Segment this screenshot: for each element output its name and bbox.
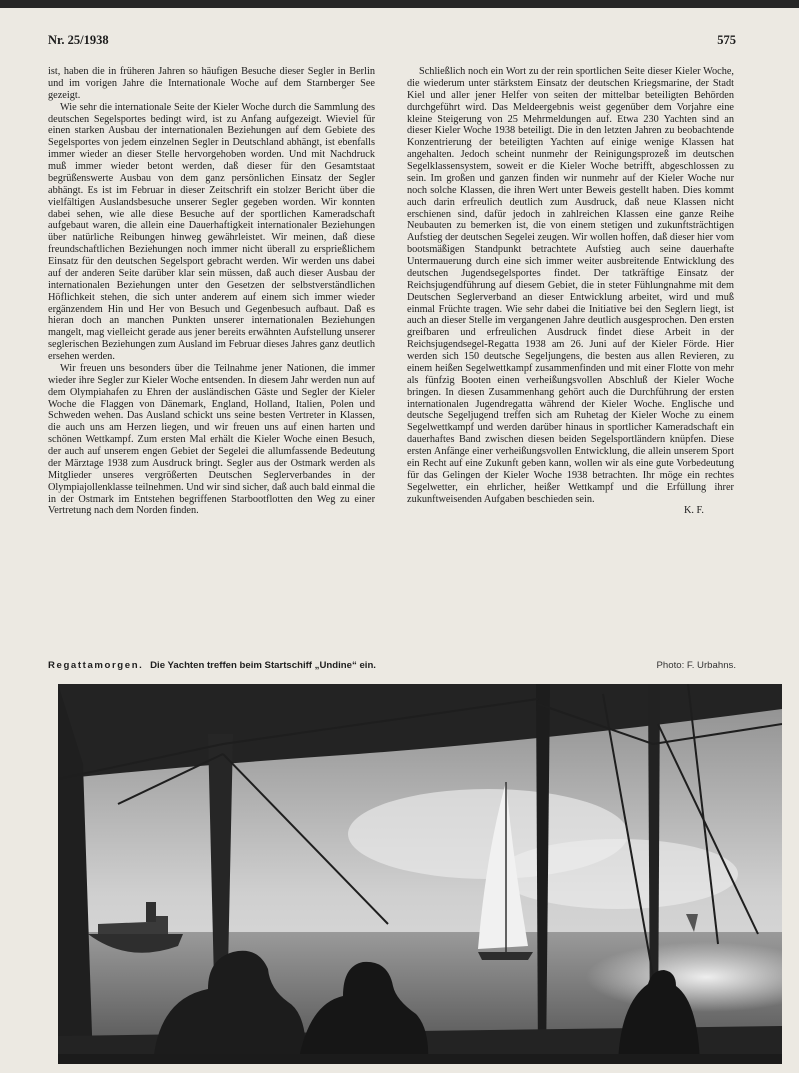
photo-credit: Photo: F. Urbahns. xyxy=(656,660,736,671)
caption-text: Die Yachten treffen beim Startschiff „Undine“ ein. xyxy=(150,660,376,671)
caption-lead: Regattamorgen. xyxy=(48,660,144,671)
paragraph: Schließlich noch ein Wort zu der rein sportlichen Seite dieser Kieler Woche, die wiederum unter stärkstem Einsatz der deutschen Kriegsmarine, der Stadt Kiel und aller jener Helfer von seiten der mittelbar beteiligten Behörden durchgeführt wird. Das Meldeergebnis weist gegenüber dem Vorjahre eine kleine Steigerung von 25 Mehrmeldungen auf. Etwa 230 Yachten sind an dieser Kieler Woche 1938 beteiligt. Die in den letzten Jahren zu beobachtende Konzentrierung der beteiligten Yachten auf einige wenige Klassen hat angehalten. Jedoch scheint nunmehr der Reinigungsprozeß im deutschen Segelklassensystem, soweit er die Kieler Woche betrifft, abgeschlossen zu sein. Im großen und ganzen finden wir nunmehr auf der Kieler Woche nur noch solche Klassen, die ihren Wert unter Beweis gestellt haben. Dies kommt auch darin erfreulich deutlich zum Ausdruck, daß neue Klassen nicht erschienen sind, dafür jedoch in zahlreichen Klassen eine ganze Reihe Neubauten zu bemerken ist, die von einem stetigen und zukunftsträchtigen Aufstieg der deutschen Segelei zeugen. Wir wollen hoffen, daß dieser hier vom bootsmäßigen Standpunkt betrachtete Aufstieg auch seine dauerhafte Untermauerung durch eine sich immer weiter ausbreitende Entwicklung des deutschen Jugendsegelsportes findet. Der tatkräftige Einsatz der Reichsjugendführung auf diesem Gebiet, die in steter Fühlungnahme mit dem Deutschen Seglerverband an dieser Entwicklung arbeitet, wird und muß einmal Früchte tragen. Wie sehr dabei die Initiative bei den Seglern liegt, ist auch an dieser Stelle im vergangenen Jahre deutlich ausgesprochen. Den ersten greifbaren und erfreulichen Ausdruck findet diese Arbeit in der Reichsjugendsegel-Regatta 1938 am 26. Juni auf der Kieler Förde. Hier werden sich 150 deutsche Segeljungens, die besten aus allen Revieren, zu einem heißen Segelwettkampf zusammenfinden und mit einer Flotte von mehr als fünfzig Booten einen verheißungsvollen Abschluß der Kieler Woche bringen. In diesen Zusammenhang gehört auch die Durchführung der ersten internationalen Jugendregatta während der Kieler Woche. Englische und deutsche Segeljugend treffen sich am Ruhetag der Kieler Woche zu einem Segelwettkampf und werden darüber hinaus in sportlicher Kameradschaft ein dauerhaftes Band zwischen diesen beiden Segelsportländern knüpfen. Diese ersten Anfänge einer verheißungsvollen Entwicklung, die allein unserem Sport ein Recht auf eine Zukunft geben kann, wollen wir als eine gute Vorbedeutung für das Gelingen der Kieler Woche 1938 betrachten. Ihr möge ein rechtes Segelwetter, ein ehrlicher, heißer Wettkampf und die Erfüllung ihrer zukunftweisenden Aufgaben beschieden sein. xyxy=(407,66,734,505)
page-header xyxy=(48,33,736,51)
paragraph: ist, haben die in früheren Jahren so häufigen Besuche dieser Segler in Berlin und im vorigen Jahre die Internationale Woche auf dem Starnberger See gezeigt. xyxy=(48,66,375,101)
left-text-column xyxy=(48,66,375,517)
regatta-photo xyxy=(58,684,782,1064)
regatta-photo-illustration xyxy=(58,684,782,1064)
right-text-column xyxy=(407,66,734,517)
paragraph: Wie sehr die internationale Seite der Kieler Woche durch die Sammlung des deutschen Segelsportes bedingt wird, ist zu Anfang aufgezeigt. Wieviel für einen starken Ausbau der internationalen Beziehungen auf dem Gebiete des Segelsportes von jedem einzelnen Segler in Deutschland abhängt, ist ebenfalls immer wieder an dieser Stelle hervorgehoben worden. Und mit Nachdruck muß immer wieder betont werden, daß dieser für den Gesamtstaat begrüßenswerte Ausbau von dem ganz persönlichen Einsatz der Segler abhängt. Es ist im Februar in dieser Zeitschrift ein stolzer Bericht über die vielfältigen Auslandsbesuche unserer Segler gegeben worden. Wir konnten dabei sehen, wie alle diese Besuche auf der sportlichen Kameradschaft aufgebaut waren, die allein eine Dauerhaftigkeit internationaler Beziehungen über natürliche Reibungen hinweg gewährleistet. Wir meinen, daß diese freundschaftlichen Beziehungen noch immer nicht überall zu ersprießlichem Einsatz für den deutschen Segelsport gebracht werden. Wir werden uns dabei auf der anderen Seite darüber klar sein müssen, daß auch dieser Ausbau der internationalen Beziehungen unter den Gesetzen der selbstverständlichen Höflichkeit stehen, die sich unter anderem auf einem sich immer wieder ergänzendem Hin und Her von Besuch und Gegenbesuch aufbaut. Daß es hieran doch an manchen Punkten unserer internationalen Beziehungen mangelt, mag vielleicht gerade aus jener bereits erwähnten Aufstellung unserer seglerischen Beziehungen zum Ausland im Februar dieses Jahres ganz deutlich ersehen werden. xyxy=(48,101,375,362)
paragraph: Wir freuen uns besonders über die Teilnahme jener Nationen, die immer wieder ihre Segler zur Kieler Woche entsenden. In diesem Jahr werden nun auf dem Olympiahafen zu Ehren der ausländischen Gäste und Segler der Kieler Woche die Flaggen von Dänemark, England, Holland, Italien, Polen und Schweden wehen. Das Ausland schickt uns seine besten Vertreter in Klassen, die auch uns am Herzen liegen, und wir freuen uns auf einen harten und schönen Wettkampf. Zum ersten Mal erhält die Kieler Woche einen Besuch, der auch auf unserem engen Gebiet der Segelei die allumfassende Bedeutung der Märztage 1938 zum Ausdruck bringt. Segler aus der Ostmark werden als Mitglieder unseres vergrößerten Deutschen Seglerverbandes in der Olympiajollenklasse teilnehmen. Und wir sind sicher, daß auch bald einmal die in der Ostmark im Entstehen begriffenen Starbootflotten den Weg zu einer Vertretung nach dem Norden finden. xyxy=(48,362,375,517)
page-number: 575 xyxy=(717,33,736,47)
author-signature: K. F. xyxy=(683,505,704,517)
photo-caption xyxy=(48,660,736,674)
issue-number: Nr. 25/1938 xyxy=(48,33,109,47)
scan-edge xyxy=(0,0,799,8)
